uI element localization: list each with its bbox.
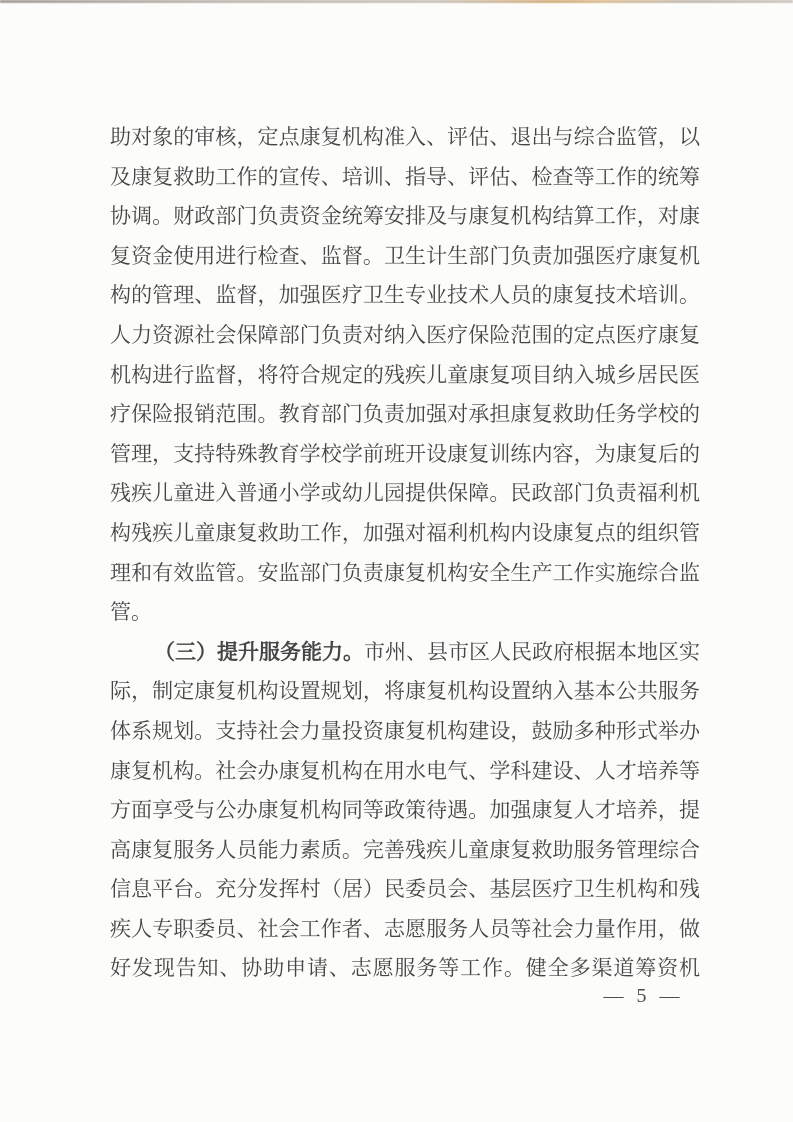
- text-line: [110, 554, 700, 594]
- text-line: [110, 197, 700, 237]
- text-line: [110, 316, 700, 356]
- text-line: [110, 672, 700, 712]
- paragraph-text: 际，制定康复机构设置规划，将康复机构设置纳入基本公共服务: [110, 679, 700, 704]
- paragraph-text: 高康复服务人员能力素质。完善残疾儿童康复救助服务管理综合: [110, 837, 700, 862]
- text-line: [110, 435, 700, 475]
- text-line: [110, 791, 700, 831]
- paragraph-text: 疗保险报销范围。教育部门负责加强对承担康复救助任务学校的: [110, 402, 700, 427]
- paragraph-text: 理和有效监管。安监部门负责康复机构安全生产工作实施综合监: [110, 560, 700, 585]
- text-line: [110, 356, 700, 396]
- text-line: [110, 910, 700, 950]
- paragraph-text: 协调。财政部门负责资金统筹安排及与康复机构结算工作，对康: [110, 204, 700, 229]
- paragraph-text: 机构进行监督，将符合规定的残疾儿童康复项目纳入城乡居民医: [110, 362, 700, 387]
- paragraph-text: 助对象的审核，定点康复机构准入、评估、退出与综合监管，以: [110, 125, 700, 149]
- text-line: [110, 712, 700, 752]
- paragraph-text: 人力资源社会保障部门负责对纳入医疗保险范围的定点医疗康复: [110, 322, 700, 347]
- paragraph-text: 及康复救助工作的宣传、培训、指导、评估、检查等工作的统筹: [110, 164, 700, 189]
- text-line: [110, 158, 700, 198]
- paragraph-text: 构的管理、监督，加强医疗卫生专业技术人员的康复技术培训。: [110, 283, 700, 308]
- paragraph-text: 体系规划。支持社会力量投资康复机构建设，鼓励多种形式举办: [110, 718, 700, 743]
- paragraph-text: 疾人专职委员、社会工作者、志愿服务人员等社会力量作用，做: [110, 916, 700, 941]
- text-line: [110, 237, 700, 277]
- text-line: [110, 514, 700, 554]
- paragraph-text: 方面享受与公办康复机构同等政策待遇。加强康复人才培养，提: [110, 798, 700, 823]
- paragraph-text: 信息平台。充分发挥村（居）民委员会、基层医疗卫生机构和残: [110, 877, 700, 902]
- section-heading-text: （三）提升服务能力。: [154, 639, 364, 664]
- paragraph-text: 市州、县市区人民政府根据本地区实: [364, 639, 700, 664]
- text-line: [110, 395, 700, 435]
- paragraph-text: 残疾儿童进入普通小学或幼儿园提供保障。民政部门负责福利机: [110, 481, 700, 506]
- text-line: [110, 633, 700, 673]
- paragraph-text: 管。: [110, 600, 152, 625]
- body-text: [110, 118, 700, 989]
- text-line: [110, 593, 700, 633]
- paragraph-text: 好发现告知、协助申请、志愿服务等工作。健全多渠道筹资机: [110, 956, 700, 981]
- text-line: [110, 276, 700, 316]
- text-line: [110, 831, 700, 871]
- text-line: [110, 870, 700, 910]
- scan-edge-artifact: [0, 0, 793, 3]
- text-line: [110, 752, 700, 792]
- text-line: [110, 474, 700, 514]
- paragraph-text: 管理，支持特殊教育学校学前班开设康复训练内容，为康复后的: [110, 441, 700, 466]
- paragraph-text: 构残疾儿童康复救助工作，加强对福利机构内设康复点的组织管: [110, 520, 700, 545]
- text-line: [110, 118, 700, 158]
- page-number: — 5 —: [603, 985, 684, 1007]
- paragraph-text: 复资金使用进行检查、监督。卫生计生部门负责加强医疗康复机: [110, 243, 700, 268]
- paragraph-text: 康复机构。社会办康复机构在用水电气、学科建设、人才培养等: [110, 758, 700, 783]
